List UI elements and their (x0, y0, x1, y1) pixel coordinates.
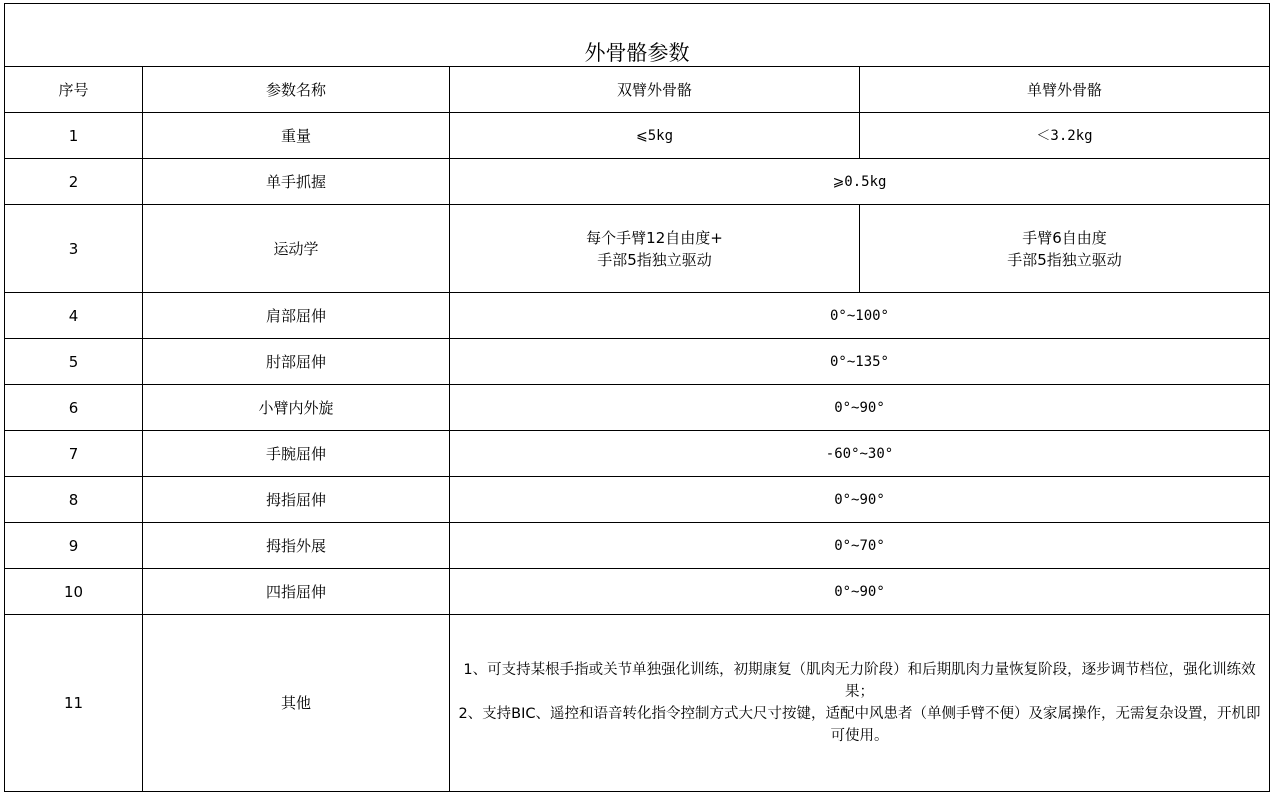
table-row (5, 615, 1270, 792)
row-shared-value: 0°~90° (450, 569, 1270, 615)
row-param-name: 肘部屈伸 (143, 339, 450, 385)
row-index: 8 (5, 477, 143, 523)
table-title: 外骨骼参数 (5, 4, 1270, 67)
row-index: 6 (5, 385, 143, 431)
row-shared-value: -60°~30° (450, 431, 1270, 477)
header-dual-arm: 双臂外骨骼 (450, 67, 860, 113)
row-dual-value: ⩽5kg (450, 113, 860, 159)
row-single-value: 手臂6自由度 手部5指独立驱动 (860, 205, 1270, 293)
table-row (5, 205, 1270, 293)
row-index: 1 (5, 113, 143, 159)
table-row (5, 569, 1270, 615)
header-single-arm: 单臂外骨骼 (860, 67, 1270, 113)
row-other-description (450, 615, 1270, 792)
row-shared-value: 0°~90° (450, 477, 1270, 523)
row-param-name: 运动学 (143, 205, 450, 293)
row-shared-value: 0°~90° (450, 385, 1270, 431)
row-index: 4 (5, 293, 143, 339)
table-row (5, 477, 1270, 523)
row-param-name: 重量 (143, 113, 450, 159)
table-title-row (5, 4, 1270, 67)
row-index: 11 (5, 615, 143, 792)
row-index: 9 (5, 523, 143, 569)
row-param-name: 小臂内外旋 (143, 385, 450, 431)
table-row (5, 293, 1270, 339)
table-row (5, 385, 1270, 431)
row-shared-value: ⩾0.5kg (450, 159, 1270, 205)
row-single-value: ＜3.2kg (860, 113, 1270, 159)
other-line-2: 2、支持BIC、遥控和语音转化指令控制方式大尺寸按键，适配中风患者（单侧手臂不便）及家属操作，无需复杂设置，开机即可使用。 (458, 706, 1261, 744)
row-param-name: 拇指外展 (143, 523, 450, 569)
row-index: 3 (5, 205, 143, 293)
row-index: 2 (5, 159, 143, 205)
header-index: 序号 (5, 67, 143, 113)
row-dual-value: 每个手臂12自由度+ 手部5指独立驱动 (450, 205, 860, 293)
row-param-name: 四指屈伸 (143, 569, 450, 615)
parameter-table (4, 3, 1270, 792)
table-row (5, 113, 1270, 159)
row-param-name: 拇指屈伸 (143, 477, 450, 523)
row-shared-value: 0°~70° (450, 523, 1270, 569)
row-index: 7 (5, 431, 143, 477)
row-shared-value: 0°~135° (450, 339, 1270, 385)
row-param-name: 肩部屈伸 (143, 293, 450, 339)
row-index: 5 (5, 339, 143, 385)
row-param-name: 手腕屈伸 (143, 431, 450, 477)
row-param-name: 单手抓握 (143, 159, 450, 205)
header-row (5, 67, 1270, 113)
row-param-name: 其他 (143, 615, 450, 792)
table-row (5, 339, 1270, 385)
row-index: 10 (5, 569, 143, 615)
other-line-1: 1、可支持某根手指或关节单独强化训练，初期康复（肌肉无力阶段）和后期肌肉力量恢复阶段，逐步调节档位，强化训练效果； (463, 662, 1256, 700)
table-row (5, 523, 1270, 569)
table-row (5, 431, 1270, 477)
row-shared-value: 0°~100° (450, 293, 1270, 339)
header-param-name: 参数名称 (143, 67, 450, 113)
table-row (5, 159, 1270, 205)
